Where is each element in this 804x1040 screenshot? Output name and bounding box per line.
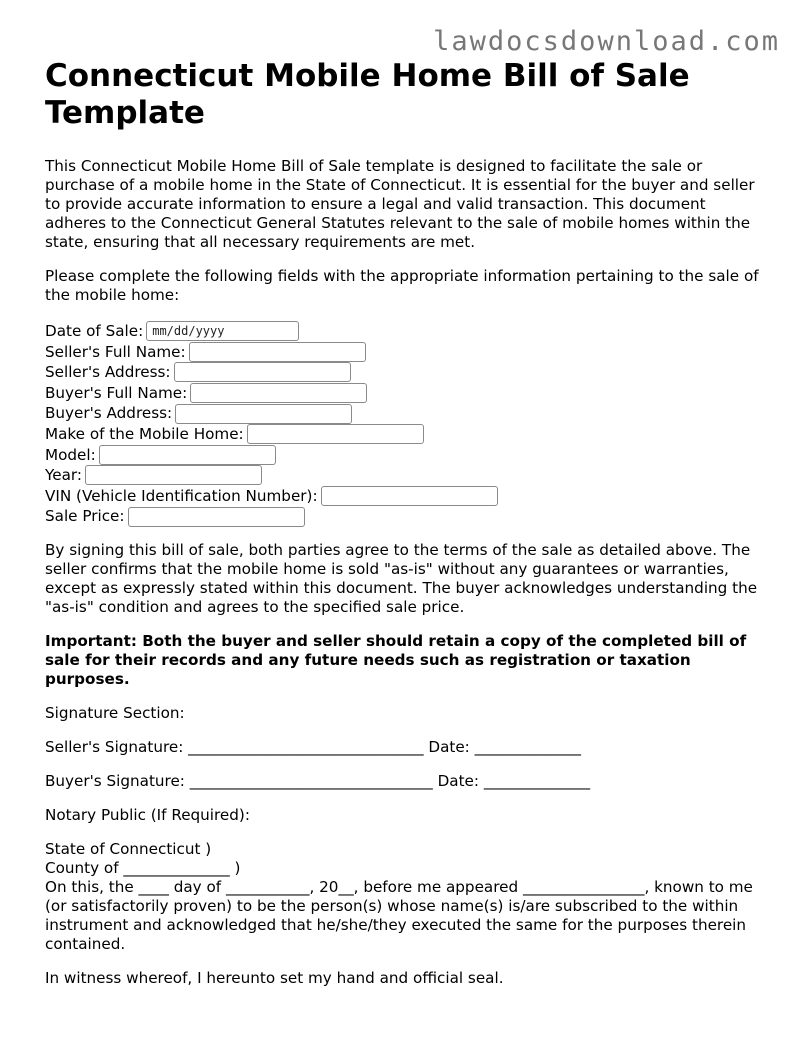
vin-input[interactable] — [321, 486, 498, 506]
buyer-address-input[interactable] — [175, 404, 352, 424]
watermark: lawdocsdownload.com — [433, 26, 780, 57]
notary-block — [45, 840, 770, 954]
signature-section-heading: Signature Section: — [45, 703, 185, 722]
date-of-sale-row — [45, 321, 770, 342]
model-row — [45, 445, 770, 466]
buyer-name-label: Buyer's Full Name: — [45, 383, 188, 402]
seller-address-row — [45, 362, 770, 383]
instructions-paragraph: Please complete the following fields with the appropriate information pertaining to the sale of the mobile home: — [45, 267, 759, 304]
date-of-sale-label: Date of Sale: — [45, 322, 144, 340]
witness-statement: In witness whereof, I hereunto set my hand and official seal. — [45, 968, 504, 987]
make-input[interactable] — [247, 424, 424, 444]
year-input[interactable] — [85, 465, 262, 485]
buyer-name-input[interactable] — [190, 383, 367, 403]
buyer-signature-line: Buyer's Signature: ________________________________ Date: ______________ — [45, 771, 591, 790]
seller-address-label: Seller's Address: — [45, 363, 171, 382]
buyer-address-label: Buyer's Address: — [45, 404, 173, 423]
seller-name-label: Seller's Full Name: — [45, 342, 186, 361]
intro-paragraph: This Connecticut Mobile Home Bill of Sale template is designed to facilitate the sale or purchase of a mobile home in the State of Connecticut. It is essential for the buyer and seller to provide accurate information to ensure a legal and valid transaction. This document adheres to the Connecticut General Statutes relevant to the sale of mobile homes within the state, ensuring that all necessary requirements are met. — [45, 157, 755, 251]
make-row — [45, 424, 770, 445]
buyer-name-row — [45, 383, 770, 404]
make-label: Make of the Mobile Home: — [45, 424, 244, 443]
form-fields — [45, 321, 770, 527]
model-label: Model: — [45, 445, 96, 464]
seller-address-input[interactable] — [174, 362, 351, 382]
agreement-paragraph: By signing this bill of sale, both parties agree to the terms of the sale as detailed above. The seller confirms that the mobile home is sold "as-is" without any guarantees or warranties, except as expressly stated within this document. The buyer acknowledges understanding the "as-is" condition and agrees to the specified sale price. — [45, 540, 758, 616]
year-row — [45, 465, 770, 486]
year-label: Year: — [45, 466, 83, 485]
seller-name-input[interactable] — [189, 342, 366, 362]
document-page — [45, 58, 770, 988]
sale-price-input[interactable] — [128, 507, 305, 527]
important-notice: Important: Both the buyer and seller should retain a copy of the completed bill of sale for their records and any future needs such as registration or taxation purposes. — [45, 631, 747, 688]
sale-price-row — [45, 506, 770, 527]
sale-price-label: Sale Price: — [45, 507, 125, 526]
buyer-address-row — [45, 403, 770, 424]
seller-signature-line: Seller's Signature: _______________________________ Date: ______________ — [45, 737, 581, 756]
notary-heading: Notary Public (If Required): — [45, 805, 250, 824]
notary-state: State of Connecticut ) — [45, 839, 212, 858]
model-input[interactable] — [99, 445, 276, 465]
seller-name-row — [45, 342, 770, 363]
notary-county: County of ______________ ) — [45, 858, 241, 877]
notary-body: On this, the ____ day of ___________, 20__, before me appeared ________________, known to me (or satisfactorily proven) to be the person(s) whose name(s) is/are subscribed to the within instrument and acknowledged that he/she/they executed the same for the purposes therein contained. — [45, 877, 753, 953]
vin-row — [45, 486, 770, 507]
vin-label: VIN (Vehicle Identification Number): — [45, 486, 318, 505]
page-title: Connecticut Mobile Home Bill of Sale Template — [45, 58, 690, 131]
date-of-sale-input[interactable]: mm/dd/yyyy — [146, 321, 299, 341]
